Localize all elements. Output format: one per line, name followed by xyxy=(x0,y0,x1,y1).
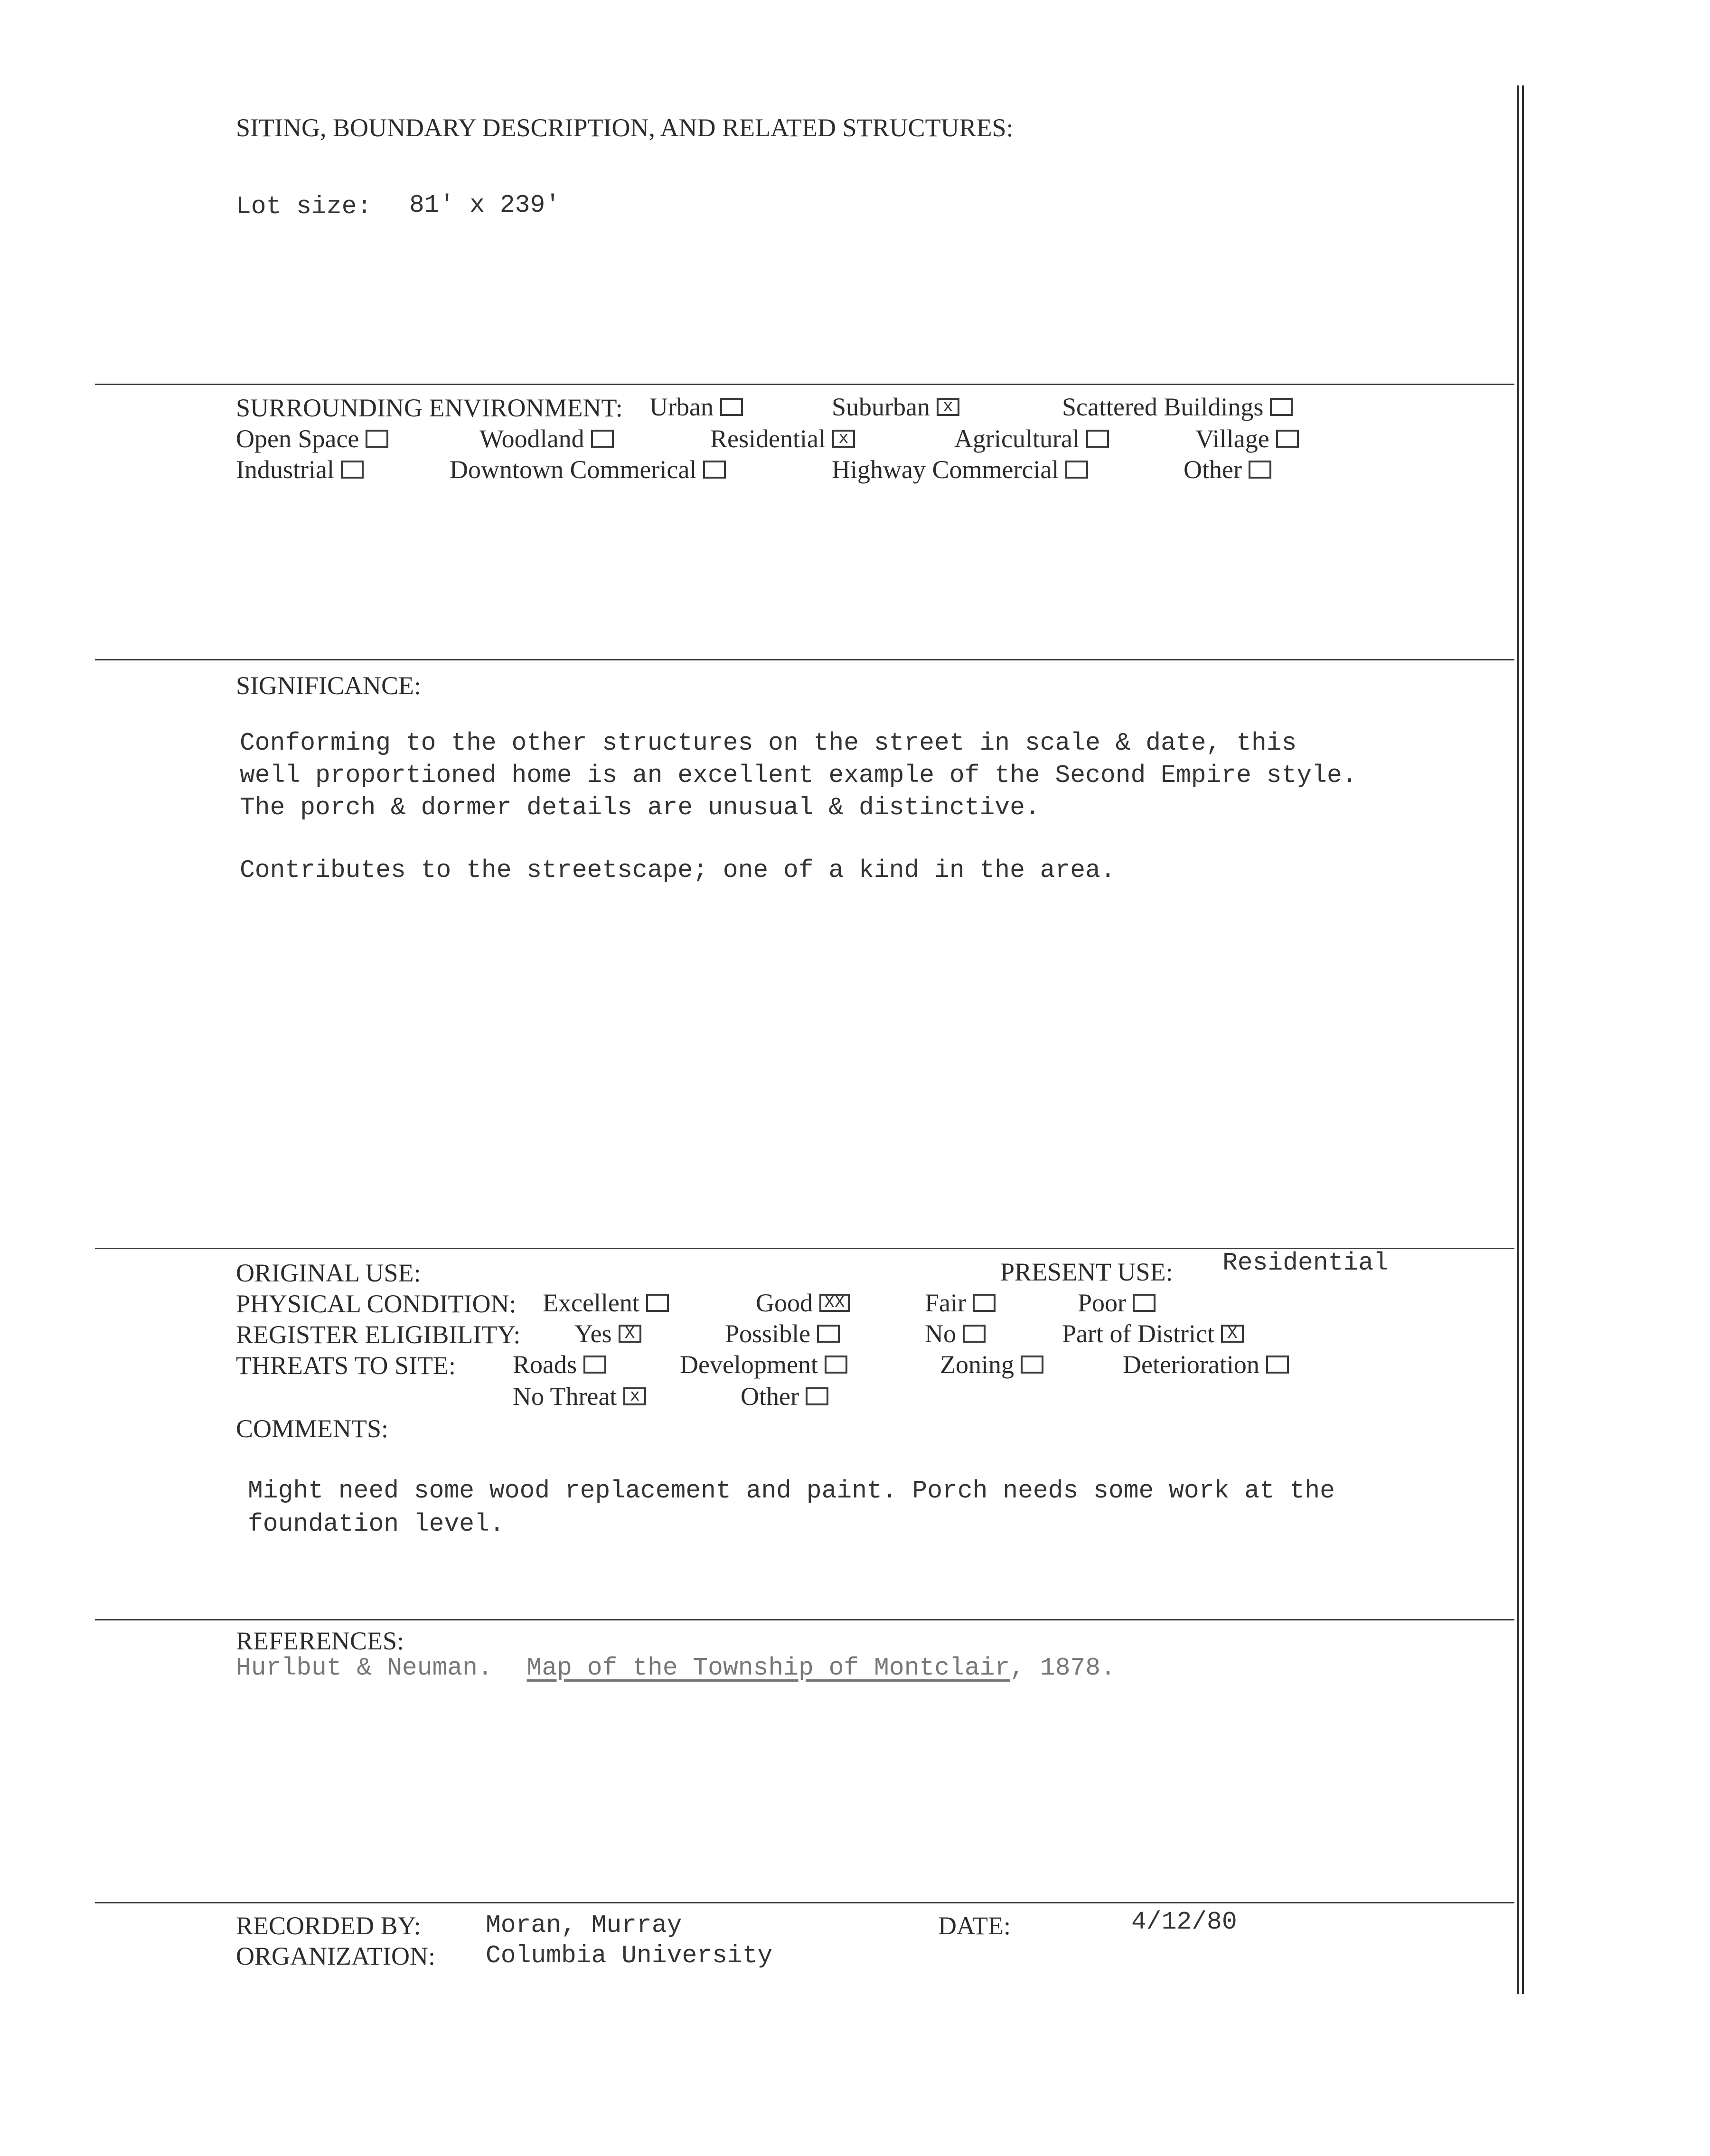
scattered-buildings-checkbox[interactable] xyxy=(1270,398,1293,416)
highway-commercial-checkbox[interactable] xyxy=(1065,461,1088,479)
condition-option-label: Poor xyxy=(1078,1289,1127,1317)
env-option-highway-commercial xyxy=(832,455,1088,484)
env-option-other xyxy=(1184,455,1271,484)
condition-option-label: Good xyxy=(756,1289,813,1317)
env-option-label: Downtown Commerical xyxy=(450,455,697,484)
reference-entry xyxy=(236,1654,1116,1682)
open-space-checkbox[interactable] xyxy=(366,430,388,448)
threat-other-checkbox[interactable] xyxy=(806,1387,828,1405)
condition-option-label: Fair xyxy=(925,1289,966,1317)
env-option-label: Village xyxy=(1195,424,1269,453)
comments-line: foundation level. xyxy=(248,1510,505,1538)
lot-size-value: 81' x 239' xyxy=(409,191,561,219)
env-option-industrial xyxy=(236,455,364,484)
deterioration-checkbox[interactable] xyxy=(1266,1356,1289,1374)
woodland-checkbox[interactable] xyxy=(591,430,614,448)
date-value: 4/12/80 xyxy=(1131,1908,1237,1936)
threat-option-label: Deterioration xyxy=(1123,1350,1259,1379)
env-option-agricultural xyxy=(954,424,1109,453)
section-divider xyxy=(95,1619,1514,1620)
urban-checkbox[interactable] xyxy=(720,398,743,416)
no-threat-checkbox[interactable]: x xyxy=(623,1387,646,1405)
right-border-line xyxy=(1522,85,1524,1994)
significance-line: The porch & dormer details are unusual & distinctive. xyxy=(240,793,1040,822)
env-option-residential xyxy=(710,424,855,453)
eligibility-option-label: Yes xyxy=(574,1319,612,1348)
condition-option-good xyxy=(756,1288,850,1318)
threat-option-label: No Threat xyxy=(513,1382,617,1411)
environment-heading: SURROUNDING ENVIRONMENT: xyxy=(236,394,623,422)
eligibility-option-label: No xyxy=(925,1319,956,1348)
significance-line: Conforming to the other structures on the street in scale & date, this xyxy=(240,729,1297,757)
organization-label: ORGANIZATION: xyxy=(236,1942,435,1970)
fair-checkbox[interactable] xyxy=(973,1294,996,1312)
threat-option-label: Roads xyxy=(513,1350,577,1379)
env-option-label: Residential xyxy=(710,424,826,453)
significance-line: well proportioned home is an excellent example of the Second Empire style. xyxy=(240,761,1357,790)
suburban-checkbox[interactable]: x xyxy=(937,398,959,416)
threat-option-zoning xyxy=(940,1350,1043,1379)
industrial-checkbox[interactable] xyxy=(341,461,364,479)
recorded-by-value: Moran, Murray xyxy=(486,1911,682,1939)
reference-year: , 1878. xyxy=(1010,1654,1116,1682)
condition-option-label: Excellent xyxy=(543,1289,639,1317)
physical-condition-label: PHYSICAL CONDITION: xyxy=(236,1290,517,1318)
agricultural-checkbox[interactable] xyxy=(1086,430,1109,448)
env-option-label: Woodland xyxy=(479,424,584,453)
eligibility-option-possible xyxy=(725,1319,840,1348)
threat-option-label: Zoning xyxy=(940,1350,1014,1379)
env-option-open-space xyxy=(236,424,388,453)
env-option-scattered-buildings xyxy=(1062,392,1293,422)
village-checkbox[interactable] xyxy=(1276,430,1299,448)
recorded-by-label: RECORDED BY: xyxy=(236,1911,421,1940)
eligibility-option-part-of-district xyxy=(1062,1319,1244,1348)
condition-option-fair xyxy=(925,1288,996,1318)
eligibility-option-label: Possible xyxy=(725,1319,811,1348)
lot-size-label: Lot size: xyxy=(236,192,372,221)
right-border-line xyxy=(1517,85,1519,1994)
section-divider xyxy=(95,659,1514,660)
roads-checkbox[interactable] xyxy=(583,1356,606,1374)
yes-checkbox[interactable]: X xyxy=(619,1325,641,1343)
threat-option-no-threat xyxy=(513,1382,646,1411)
env-option-label: Highway Commercial xyxy=(832,455,1059,484)
good-checkbox[interactable]: XX xyxy=(819,1294,850,1312)
eligibility-option-no xyxy=(925,1319,986,1348)
threat-option-other xyxy=(741,1382,828,1411)
poor-checkbox[interactable] xyxy=(1133,1294,1156,1312)
references-heading: REFERENCES: xyxy=(236,1627,404,1655)
date-label: DATE: xyxy=(938,1911,1011,1940)
significance-line: Contributes to the streetscape; one of a kind in the area. xyxy=(240,856,1116,885)
threat-option-deterioration xyxy=(1123,1350,1289,1379)
development-checkbox[interactable] xyxy=(825,1356,847,1374)
present-use-value: Residential xyxy=(1222,1249,1389,1277)
condition-option-poor xyxy=(1078,1288,1156,1318)
downtown-commercial-checkbox[interactable] xyxy=(703,461,726,479)
excellent-checkbox[interactable] xyxy=(646,1294,669,1312)
threat-option-label: Other xyxy=(741,1382,799,1411)
env-other-checkbox[interactable] xyxy=(1249,461,1271,479)
threat-option-label: Development xyxy=(680,1350,818,1379)
env-option-label: Other xyxy=(1184,455,1242,484)
env-option-woodland xyxy=(479,424,614,453)
original-use-label: ORIGINAL USE: xyxy=(236,1259,421,1287)
env-option-label: Open Space xyxy=(236,424,359,453)
threat-option-roads xyxy=(513,1350,606,1379)
env-option-village xyxy=(1195,424,1299,453)
threats-to-site-label: THREATS TO SITE: xyxy=(236,1351,456,1380)
env-option-urban xyxy=(649,392,743,422)
section-divider xyxy=(95,384,1514,385)
env-option-downtown-commercial xyxy=(450,455,726,484)
register-eligibility-label: REGISTER ELIGIBILITY: xyxy=(236,1320,521,1349)
condition-option-excellent xyxy=(543,1288,669,1318)
env-option-label: Agricultural xyxy=(954,424,1080,453)
no-checkbox[interactable] xyxy=(963,1325,986,1343)
section-divider xyxy=(95,1902,1514,1903)
reference-authors: Hurlbut & Neuman. xyxy=(236,1654,493,1682)
present-use-label: PRESENT USE: xyxy=(1000,1258,1173,1286)
reference-title: Map of the Township of Montclair xyxy=(526,1654,1010,1682)
eligibility-option-yes xyxy=(574,1319,641,1348)
env-option-label: Industrial xyxy=(236,455,334,484)
eligibility-option-label: Part of District xyxy=(1062,1319,1214,1348)
residential-checkbox[interactable]: x xyxy=(832,430,855,448)
env-option-label: Suburban xyxy=(832,393,930,421)
siting-heading: SITING, BOUNDARY DESCRIPTION, AND RELATED STRUCTURES: xyxy=(236,113,1014,142)
env-option-label: Urban xyxy=(649,393,714,421)
organization-value: Columbia University xyxy=(486,1941,773,1970)
env-option-suburban xyxy=(832,392,959,422)
part-of-district-checkbox[interactable]: X xyxy=(1221,1325,1244,1343)
threat-option-development xyxy=(680,1350,847,1379)
possible-checkbox[interactable] xyxy=(817,1325,840,1343)
comments-heading: COMMENTS: xyxy=(236,1414,389,1443)
significance-heading: SIGNIFICANCE: xyxy=(236,671,422,700)
zoning-checkbox[interactable] xyxy=(1021,1356,1043,1374)
env-option-label: Scattered Buildings xyxy=(1062,393,1264,421)
comments-line: Might need some wood replacement and paint. Porch needs some work at the xyxy=(248,1477,1335,1505)
